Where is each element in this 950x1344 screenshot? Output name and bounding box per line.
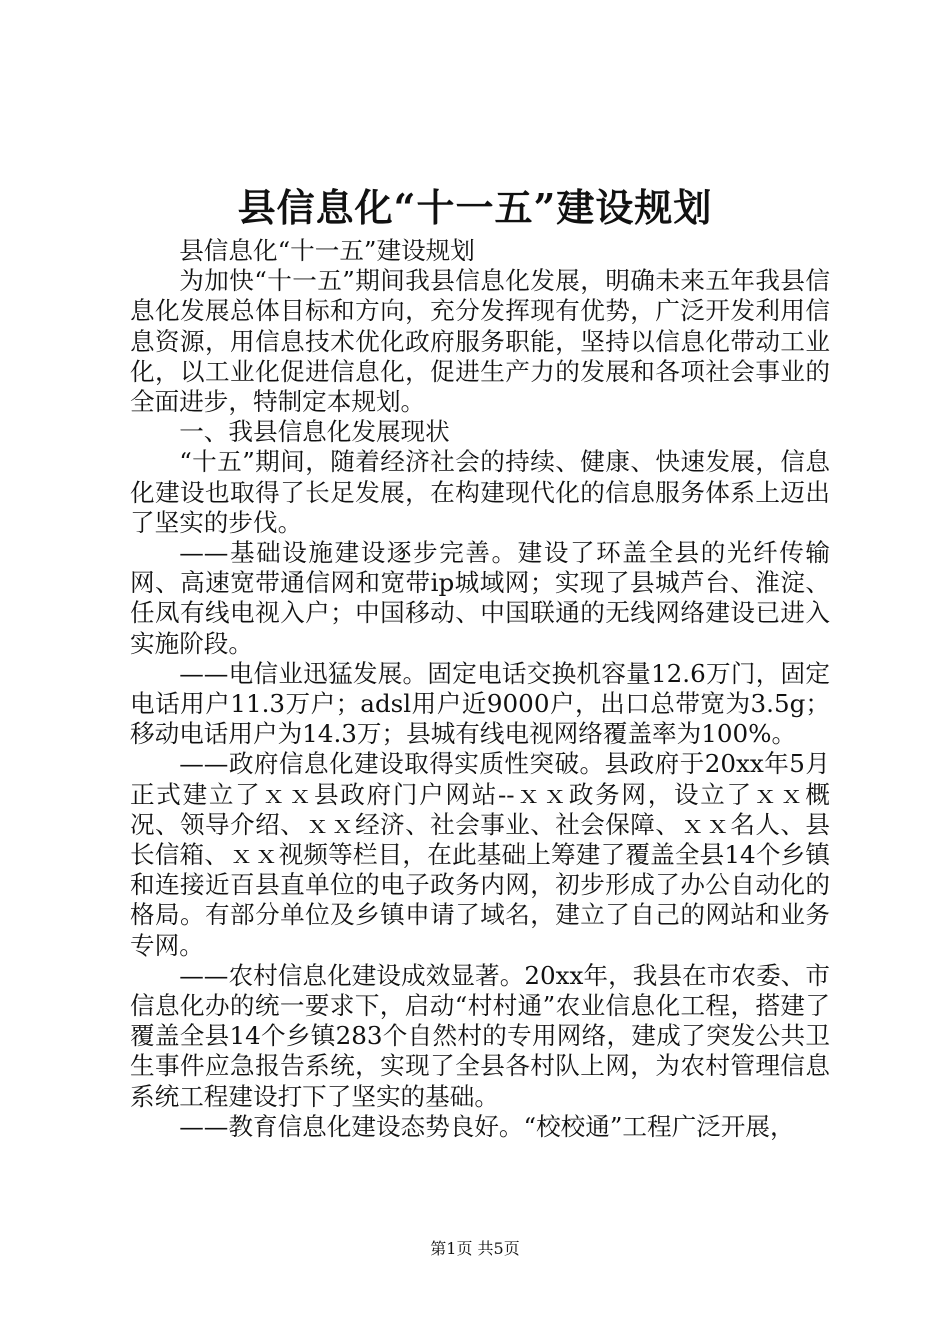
paragraph-subtitle: 县信息化“十一五”建设规划 [179,236,475,265]
paragraph: ——基础设施建设逐步完善。建设了环盖全县的光纤传输网、高速宽带通信网和宽带ip城域网；实现了县城芦台、淮淀、任凤有线电视入户；中国移动、中国联通的无线网络建设已进入实施阶段。 [130,538,830,658]
paragraph-intro: 为加快“十一五”期间我县信息化发展，明确未来五年我县信息化发展总体目标和方向，充分发挥现有优势，广泛开发利用信息资源，用信息技术优化政府服务职能，坚持以信息化带动工业化，以工业化促进信息化，促进生产力的发展和各项社会事业的全面进步，特制定本规划。 [130,266,830,417]
paragraph: ——电信业迅猛发展。固定电话交换机容量12.6万门，固定电话用户11.3万户；adsl用户近9000户，出口总带宽为3.5g；移动电话用户为14.3万；县城有线电视网络覆盖率为100%。 [130,658,830,749]
paragraph: ——教育信息化建设态势良好。“校校通”工程广泛开展， [179,1111,795,1141]
section-heading: 一、我县信息化发展现状 [179,417,450,447]
document-body [130,236,830,1142]
paragraph: ——农村信息化建设成效显著。20xx年，我县在市农委、市信息化办的统一要求下，启动“村村通”农业信息化工程，搭建了覆盖全县14个乡镇283个自然村的专用网络，建成了突发公共卫生事件应急报告系统，实现了全县各村队上网，为农村管理信息系统工程建设打下了坚实的基础。 [130,960,830,1111]
paragraph: ——政府信息化建设取得实质性突破。县政府于20xx年5月正式建立了ｘｘ县政府门户网站--ｘｘ政务网，设立了ｘｘ概况、领导介绍、ｘｘ经济、社会事业、社会保障、ｘｘ名人、县长信箱、ｘｘ视频等栏目，在此基础上筹建了覆盖全县14个乡镇和连接近百县直单位的电子政务内网，初步形成了办公自动化的格局。有部分单位及乡镇申请了域名，建立了自己的网站和业务专网。 [130,749,830,960]
paragraph: “十五”期间，随着经济社会的持续、健康、快速发展，信息化建设也取得了长足发展，在构建现代化的信息服务体系上迈出了坚实的步伐。 [130,447,830,537]
page-footer: 第1页 共5页 [430,1239,520,1258]
document-title: 县信息化“十一五”建设规划 [237,185,713,230]
